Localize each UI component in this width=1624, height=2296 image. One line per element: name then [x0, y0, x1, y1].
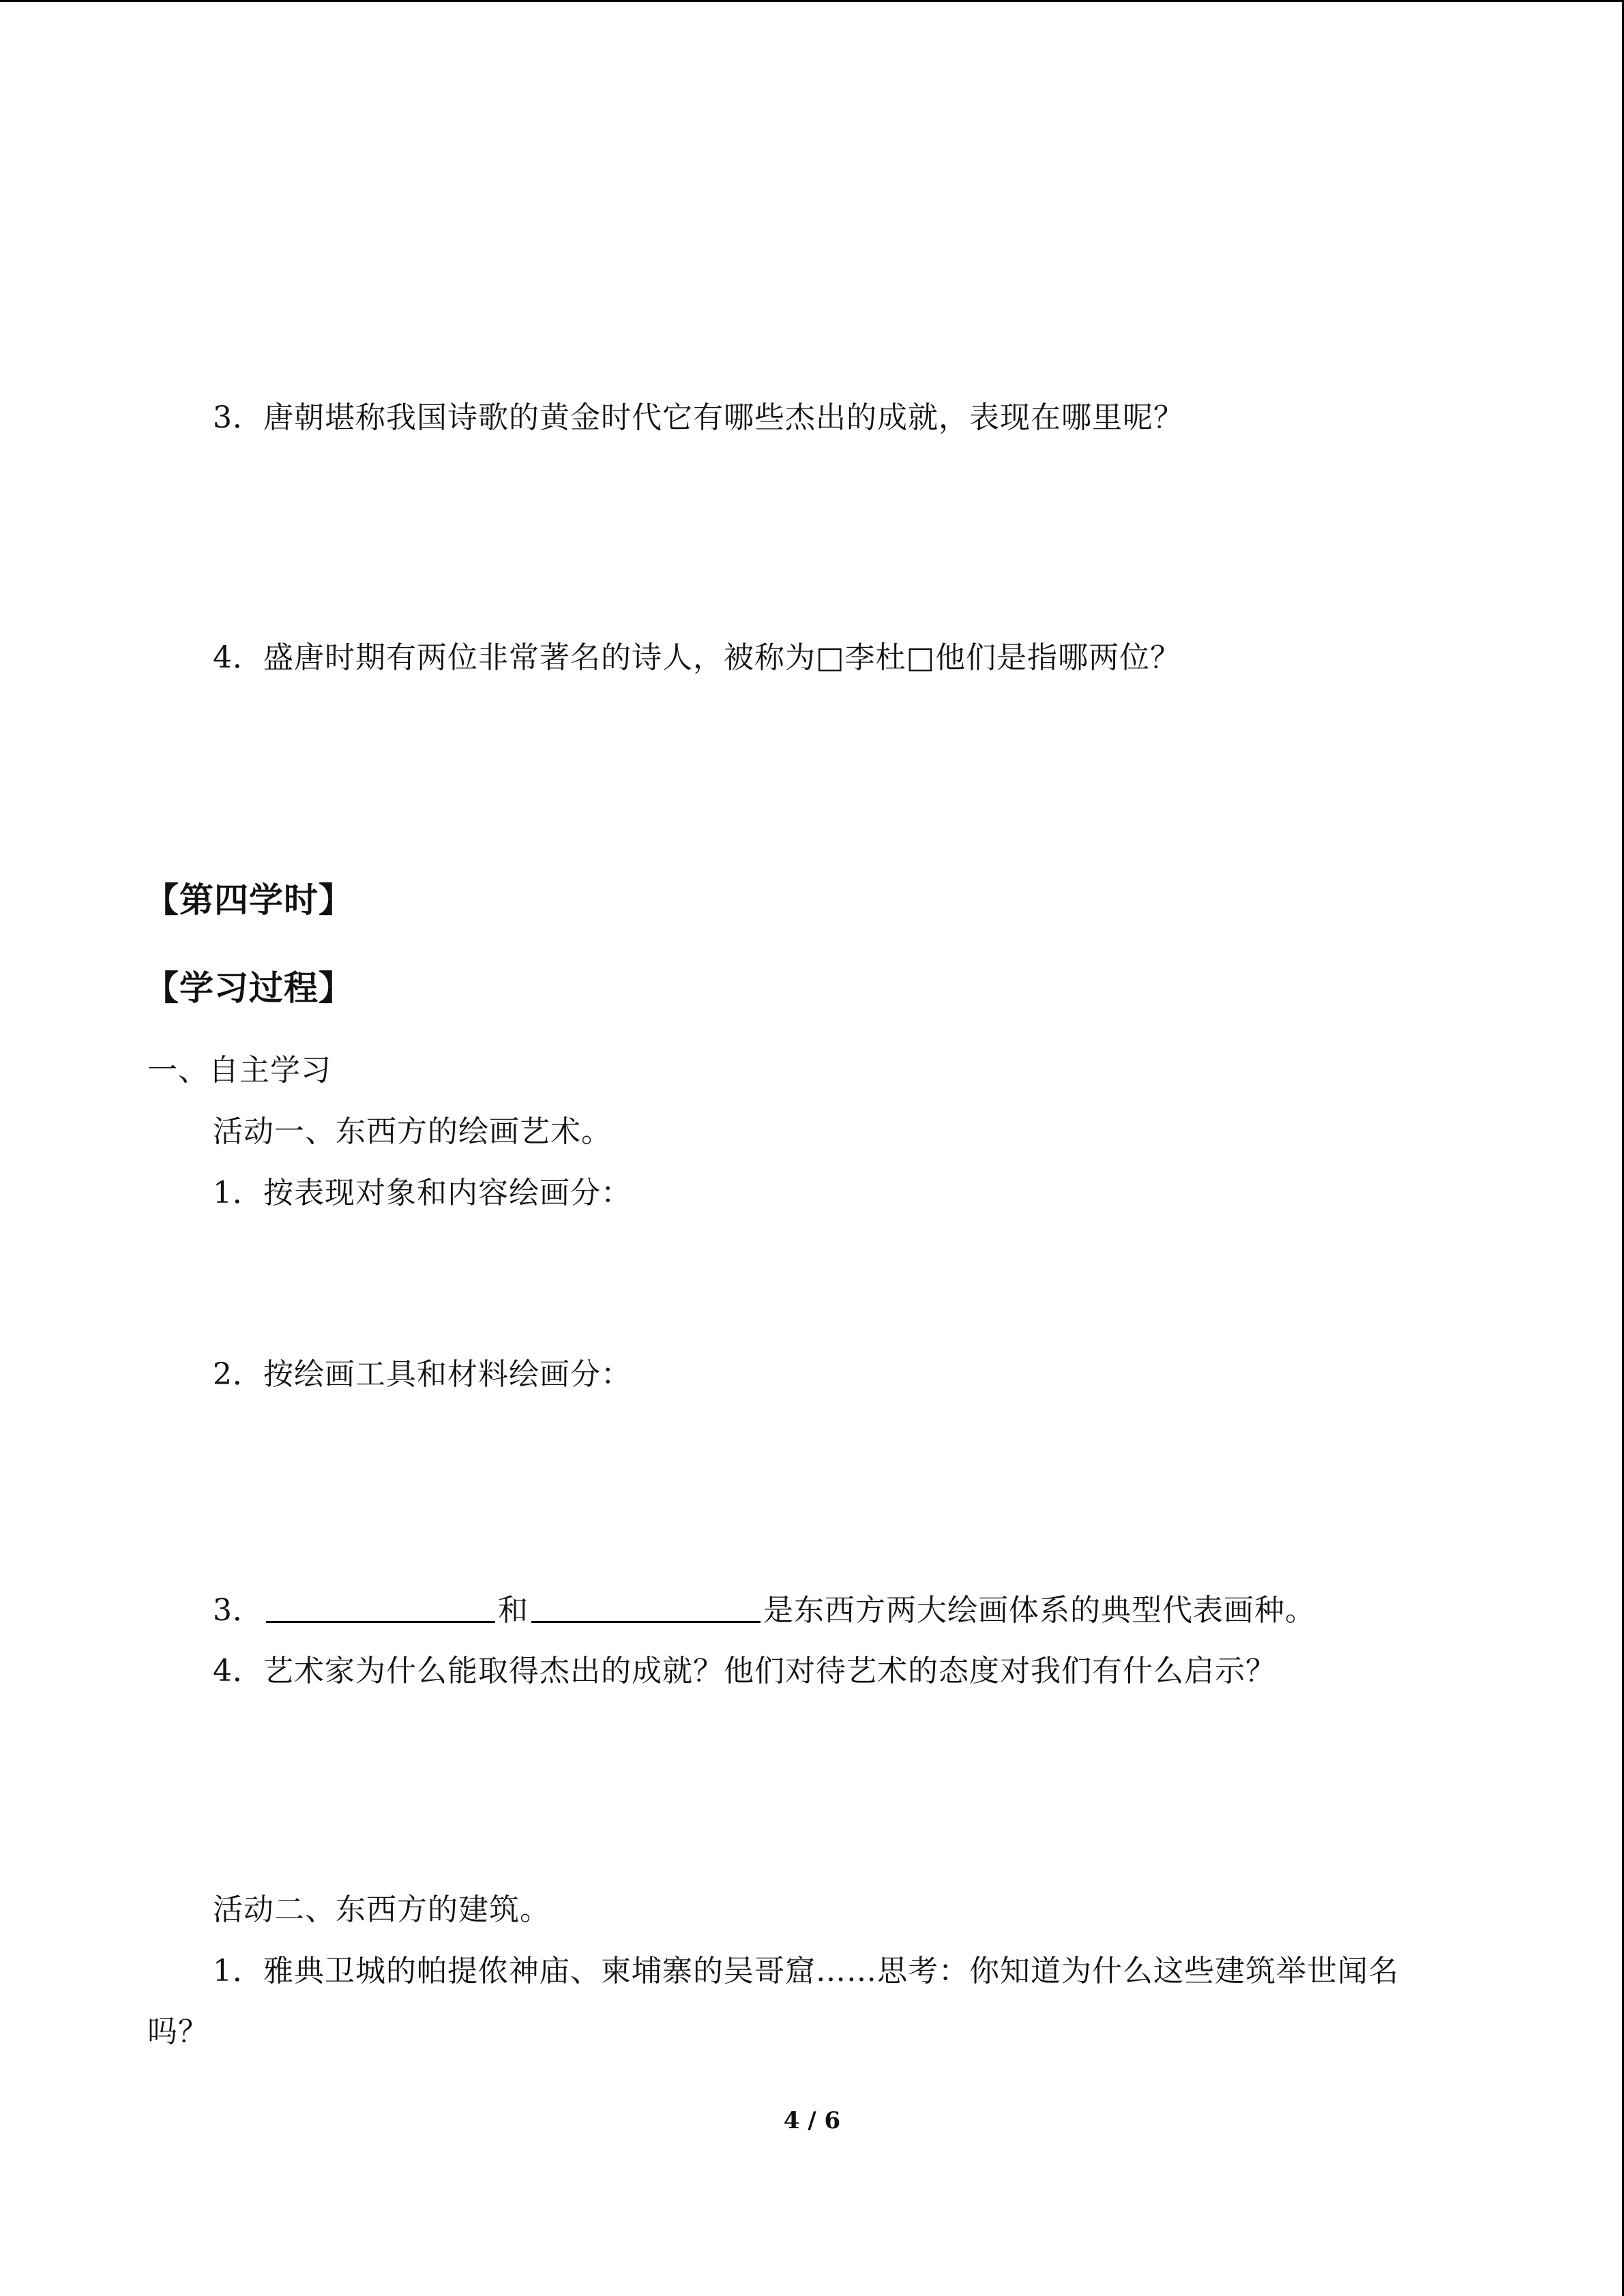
question-4-li-du: 4．盛唐时期有两位非常著名的诗人，被称为□李杜□他们是指哪两位？: [213, 640, 1181, 675]
question-3-connector: 和: [498, 1593, 529, 1628]
question-3-poetry: 3．唐朝堪称我国诗歌的黄金时代它有哪些杰出的成就，表现在哪里呢？: [213, 400, 1184, 435]
page-number: 4 / 6: [783, 2107, 841, 2134]
question-3-number: 3．: [213, 1593, 263, 1628]
activity-1-question-2: 2．按绘画工具和材料绘画分：: [213, 1357, 632, 1392]
fill-in-blank-2[interactable]: [531, 1591, 761, 1623]
activity-2-question-1-line-1: 1．雅典卫城的帕提侬神庙、柬埔寨的吴哥窟……思考：你知道为什么这些建筑举世闻名: [213, 1954, 1399, 1988]
activity-2-question-1-line-2: 吗？: [147, 2014, 209, 2049]
question-3-suffix: 是东西方两大绘画体系的典型代表画种。: [763, 1593, 1316, 1628]
fill-in-blank-1[interactable]: [266, 1591, 495, 1623]
process-heading: 【学习过程】: [145, 968, 353, 1008]
activity-1-title: 活动一、东西方的绘画艺术。: [213, 1114, 612, 1149]
activity-2-title: 活动二、东西方的建筑。: [213, 1892, 550, 1927]
activity-1-question-4: 4．艺术家为什么能取得杰出的成就？他们对待艺术的态度对我们有什么启示？: [213, 1654, 1276, 1688]
activity-1-question-3: [213, 1590, 1316, 1631]
part-1-self-study: 一、自主学习: [147, 1053, 331, 1088]
lesson-heading: 【第四学时】: [145, 880, 353, 920]
activity-1-question-1: 1．按表现对象和内容绘画分：: [213, 1176, 632, 1210]
